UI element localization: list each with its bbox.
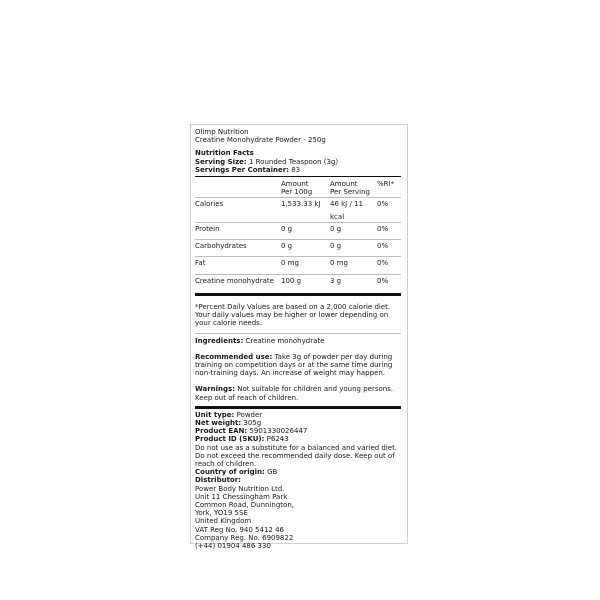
recommended-line-3: non-training days. An increase of weight may happen. xyxy=(195,369,386,378)
distributor-line: Common Road, Dunnington, xyxy=(195,501,294,510)
distributor-line: Power Body Nutrition Ltd. xyxy=(195,484,285,493)
net-weight-label: Net weight: xyxy=(195,419,242,428)
table-row xyxy=(195,274,401,291)
cell-ri: 0% xyxy=(377,198,401,223)
warnings-line-2: Keep out of reach of children. xyxy=(195,393,299,402)
header-amount-serving-l2: Per Serving xyxy=(330,188,370,197)
product-ean xyxy=(195,427,401,435)
cell-name: Protein xyxy=(195,222,281,239)
cell-per100: 100 g xyxy=(281,274,330,291)
warnings-line-1: Not suitable for children and young persons. xyxy=(237,385,394,394)
daily-values-note-2: Your daily values may be higher or lower depending on xyxy=(195,311,389,320)
header-cell xyxy=(195,179,281,198)
table-row xyxy=(195,198,401,223)
daily-values-note-1: *Percent Daily Values are based on a 2,000 calorie diet. xyxy=(195,303,391,312)
recommended-use xyxy=(195,353,401,361)
thick-divider xyxy=(195,406,401,409)
recommended-label: Recommended use: xyxy=(195,352,273,361)
daily-values-note-3: your calorie needs. xyxy=(195,319,263,328)
cell-ri: 0% xyxy=(377,240,401,257)
cell-per100: 1,533.33 kJ xyxy=(281,198,330,223)
product-sku xyxy=(195,435,401,443)
distributor-line: Company Reg. No. 6909822 xyxy=(195,533,294,542)
unit-type xyxy=(195,411,401,419)
header-amount-100-l1: Amount xyxy=(281,180,309,189)
header-ri: %RI* xyxy=(377,180,395,189)
cell-ri: 0% xyxy=(377,222,401,239)
cell-per-serving: 0 g xyxy=(330,240,377,257)
header-amount-100-l2: Per 100g xyxy=(281,188,313,197)
warnings xyxy=(195,385,401,393)
cell-per-serving: 0 g xyxy=(330,222,377,239)
warnings-label: Warnings: xyxy=(195,385,235,394)
divider xyxy=(195,176,401,177)
distributor-line: United Kingdom xyxy=(195,517,252,526)
brand-name: Olimp Nutrition xyxy=(195,128,249,136)
unit-type-label: Unit type: xyxy=(195,410,235,419)
cell-ri: 0% xyxy=(377,257,401,274)
cell-per-serving-l2: kcal xyxy=(330,213,345,222)
nutrition-label-content xyxy=(195,128,401,550)
serving-size-value: 1 Rounded Teaspoon (3g) xyxy=(248,157,339,166)
distributor-line: Unit 11 Chessingham Park xyxy=(195,492,288,501)
product-name: Creatine Monohydrate Powder - 250g xyxy=(195,136,326,145)
unit-type-value: Powder xyxy=(236,410,263,419)
distributor-label: Distributor: xyxy=(195,476,241,485)
net-weight xyxy=(195,419,401,427)
notes-line-1: Do not use as a substitute for a balanced and varied diet. xyxy=(195,443,398,452)
sku-value: P6243 xyxy=(266,435,289,444)
servings-per-container xyxy=(195,166,401,174)
cell-per-serving: 3 g xyxy=(330,274,377,291)
distributor-line: (+44) 01904 486 330 xyxy=(195,542,271,551)
ingredients-label: Ingredients: xyxy=(195,336,244,345)
nutrition-table xyxy=(195,179,401,291)
notes-line-3: reach of children. xyxy=(195,460,257,469)
table-row xyxy=(195,257,401,274)
sku-label: Product ID (SKU): xyxy=(195,435,265,444)
table-header-row xyxy=(195,179,401,198)
cell-per-serving xyxy=(330,198,377,223)
cell-name: Fat xyxy=(195,257,281,274)
header-cell xyxy=(281,179,330,198)
recommended-line-2: training on competition days or at the same time during xyxy=(195,361,393,370)
header-amount-serving-l1: Amount xyxy=(330,180,358,189)
serving-size xyxy=(195,158,401,166)
serving-size-label: Serving Size: xyxy=(195,157,247,166)
cell-name: Creatine monohydrate xyxy=(195,274,281,291)
cell-per100: 0 g xyxy=(281,222,330,239)
cell-name: Calories xyxy=(195,198,281,223)
table-row xyxy=(195,240,401,257)
thick-divider xyxy=(195,293,401,296)
table-row xyxy=(195,222,401,239)
nutrition-label xyxy=(190,124,408,551)
header-cell xyxy=(330,179,377,198)
cell-ri: 0% xyxy=(377,274,401,291)
ingredients-value: Creatine monohydrate xyxy=(245,336,325,345)
ingredients xyxy=(195,337,401,345)
cell-per-serving: 0 mg xyxy=(330,257,377,274)
header-cell xyxy=(377,179,401,198)
origin-label: Country of origin: xyxy=(195,468,265,477)
country-of-origin xyxy=(195,468,401,476)
facts-title: Nutrition Facts xyxy=(195,149,254,158)
cell-per100: 0 mg xyxy=(281,257,330,274)
cell-name: Carbohydrates xyxy=(195,240,281,257)
distributor-line: York, YO19 5SE xyxy=(195,509,248,518)
cell-per-serving-l1: 46 kJ / 11 xyxy=(330,200,363,209)
servings-value: 83 xyxy=(291,165,301,174)
servings-label: Servings Per Container: xyxy=(195,165,289,174)
notes-line-2: Do not exceed the recommended daily dose. Keep out of xyxy=(195,451,395,460)
origin-value: GB xyxy=(267,468,278,477)
ean-value: 5901330026447 xyxy=(249,427,308,436)
recommended-line-1: Take 3g of powder per day during xyxy=(274,352,393,361)
ean-label: Product EAN: xyxy=(195,427,248,436)
net-weight-value: 305g xyxy=(243,419,262,428)
distributor-line: VAT Reg No. 940 5412 46 xyxy=(195,525,284,534)
cell-per100: 0 g xyxy=(281,240,330,257)
